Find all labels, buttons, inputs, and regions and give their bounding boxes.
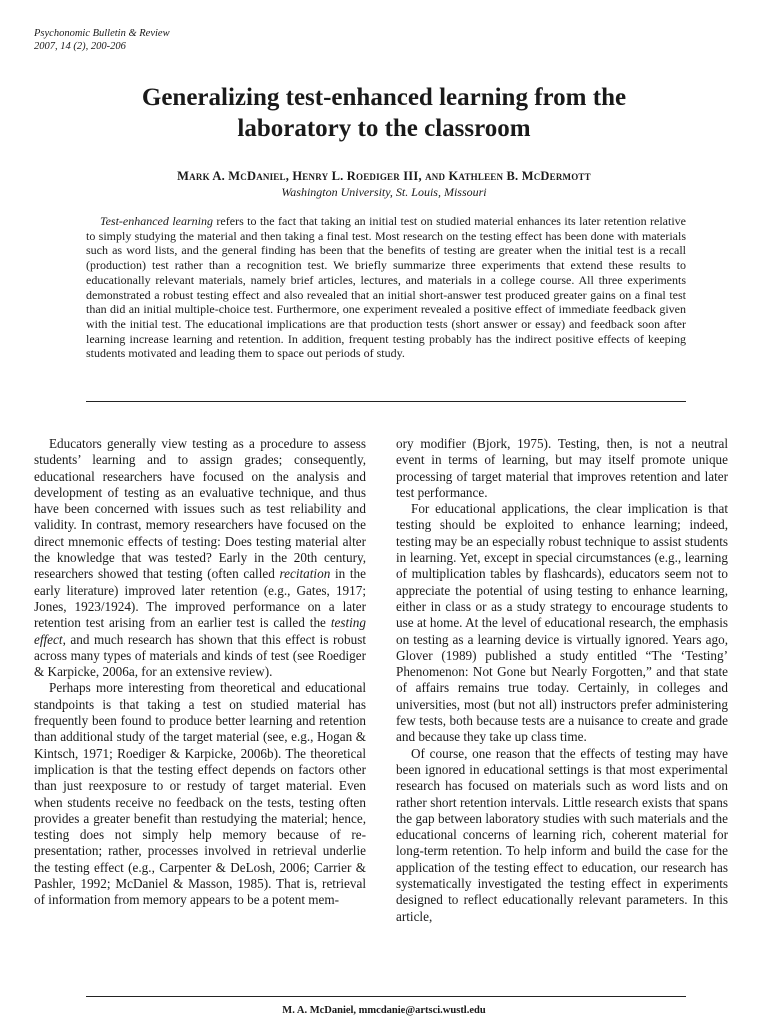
paragraph-1-text-b: in the early literature) improved later retention (e.g., Gates, 1917; Jones, 1923/1924). The improved performance on a later retention test arising from an earlier test is called the bbox=[34, 566, 366, 631]
journal-header bbox=[34, 27, 170, 53]
affiliation: Washington University, St. Louis, Missouri bbox=[281, 185, 487, 199]
paragraph-1-text-c: , and much research has shown that this effect is robust across many types of materials and kinds of test (see Roediger & Karpicke, 2006a, for an extensive review). bbox=[34, 631, 366, 680]
title-line-2: laboratory to the classroom bbox=[237, 115, 531, 142]
paragraph-1-text-a: Educators generally view testing as a procedure to assess students’ learning and to assign grades; consequently, educational researchers have focused on the analysis and development of testing as an evaluative technique, and thus have been concerned with issues such as test reliability and validity. In contrast, memory researchers have focused on the direct mnemonic effects of testing: Does testing material alter the knowledge that was tested? Early in the 20th century, researchers showed that testing (often called bbox=[34, 436, 366, 582]
paragraph-3: For educational applications, the clear implication is that testing should be exploited to enhance learning; indeed, testing may be an especially robust technique to assist students in learning. Yet, except in special circumstances (e.g., learning of multiplication tables by flashcards), educators seem not to appreciate the potential of using testing to enhance learning, either in class or as a study strategy to encourage students to use at home. At the level of educational research, the emphasis on testing as a learning device is virtually ignored. Years ago, Glover (1989) published a study entitled “The ‘Testing’ Phenomenon: Not Gone but Nearly Forgotten,” and that state of affairs remains true today. Certainly, in colleges and universities, most (but not all) instructors prefer administering few tests, both because tests are a nuisance to create and grade and because they take up class time. bbox=[396, 501, 728, 745]
author-list: Mark A. McDaniel, Henry L. Roediger III, and Kathleen B. McDermott bbox=[177, 169, 591, 183]
title-line-1: Generalizing test-enhanced learning from the bbox=[141, 84, 627, 111]
term-testing-effect: testing effect bbox=[34, 615, 366, 647]
term-recitation: recitation bbox=[279, 566, 331, 582]
paragraph-2: Perhaps more interesting from theoretical and educational standpoints is that taking a test on studied material has frequently been found to produce better learning and retention than additional study of the target material (see, e.g., Hogan & Kintsch, 1971; Roediger & Karpicke, 2006b). The theoretical implication is that the testing effect depends on factors other than just reexposure to or restudy of target material. Even when students receive no feedback on the tests, testing often provides a greater benefit than restudying the material; hence, testing does not simply help memory because of re-presentation; rather, processes involved in retrieval underlie the testing effect (e.g., Carpenter & DeLosh, 2006; Carrier & Pashler, 1992; McDaniel & Masson, 1985). That is, retrieval of information from memory appears to be a potent mem- bbox=[34, 680, 366, 908]
column-right bbox=[396, 436, 728, 925]
column-left bbox=[34, 436, 366, 909]
paragraph-4: Of course, one reason that the effects of testing may have been ignored in educational settings is that most experimental research has focused on materials such as word lists and on rather short retention intervals. Little research exists that spans the gap between laboratory studies with such materials and the educational concerns of learning rich, coherent material for long-term retention. To help inform and build the case for the application of the testing effect to education, our research has systematically investigated the testing effect in experiments designed to reflect educationally relevant parameters. In this article, bbox=[396, 745, 728, 924]
paragraph-2-continued: ory modifier (Bjork, 1975). Testing, then, is not a neutral event in terms of learning, but may itself promote unique processing of target material that improves retention and later test performance. bbox=[396, 436, 728, 500]
paragraph-1 bbox=[34, 436, 366, 680]
abstract-term: Test-enhanced learning bbox=[100, 214, 213, 228]
footer-divider bbox=[86, 996, 686, 997]
abstract-divider bbox=[86, 401, 686, 402]
corresponding-author: M. A. McDaniel, mmcdanie@artsci.wustl.edu bbox=[282, 1005, 486, 1016]
abstract-text: refers to the fact that taking an initial test on studied material enhances its later retention relative to simply studying the material and then taking a final test. Most research on the testing effect has been done with materials such as word lists, and the general finding has been that the benefits of testing are greater when the initial test is a recall (production) test rather than a recognition test. We briefly summarize three experiments that extend these results to educationally relevant materials, namely brief articles, lectures, and materials in a college course. All three experiments demonstrated a robust testing effect and also revealed that an initial short-answer test produced greater gains on a final test than did an initial multiple-choice test. Furthermore, one experiment revealed a positive effect of immediate feedback given with the initial test. The educational implications are that production tests (short answer or essay) and feedback soon after learning increase learning and retention. In addition, frequent testing probably has the indirect positive effects of keeping students motivated and leading them to space out periods of study. bbox=[86, 214, 686, 361]
paper-title bbox=[0, 82, 768, 144]
journal-name: Psychonomic Bulletin & Review bbox=[34, 28, 170, 39]
journal-volume: 2007, 14 (2), 200-206 bbox=[34, 41, 126, 52]
abstract bbox=[86, 214, 686, 361]
